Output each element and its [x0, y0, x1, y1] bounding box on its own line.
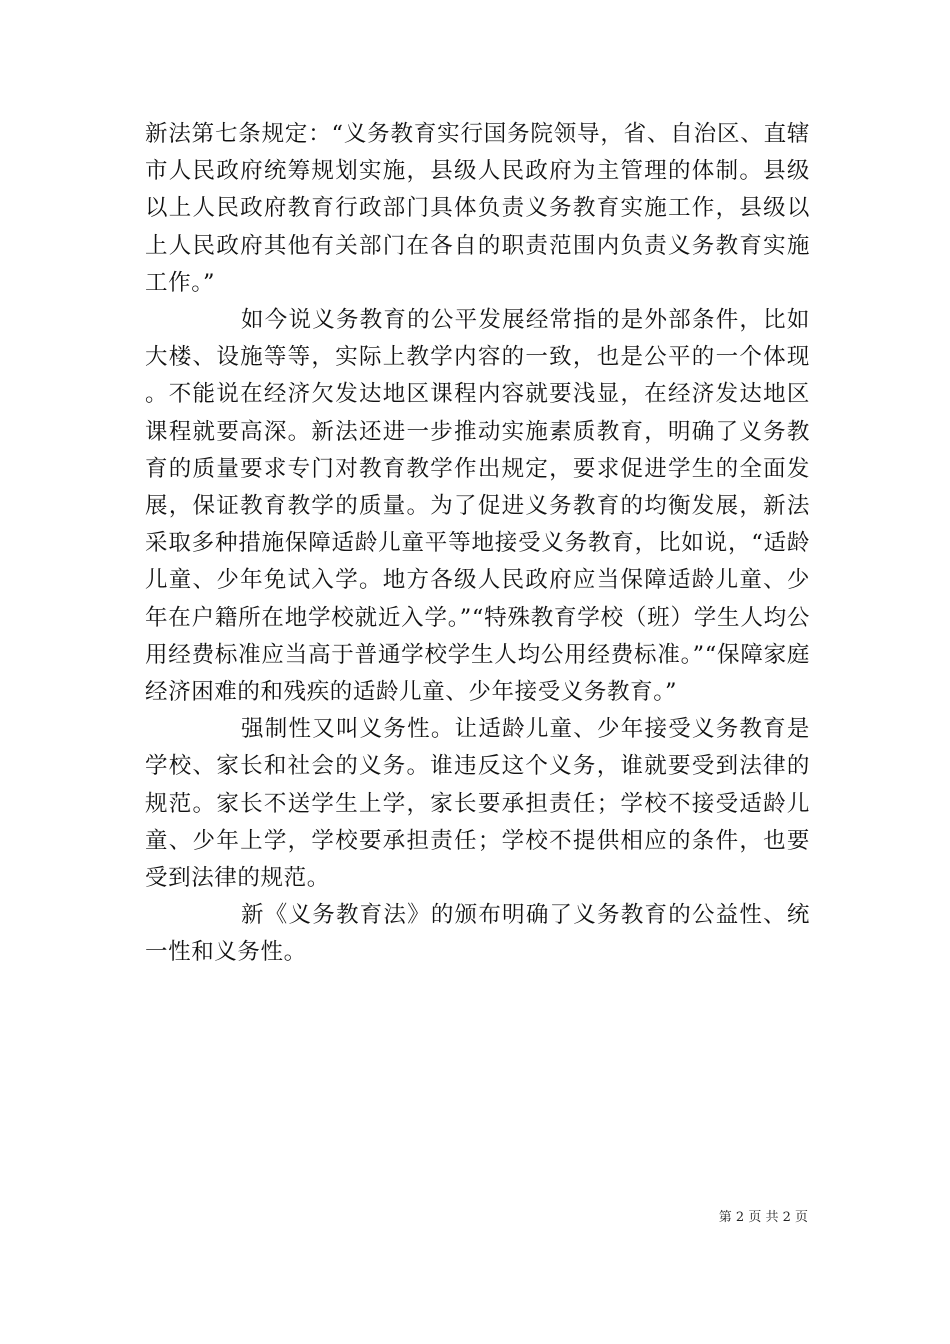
page-number-footer: 第 2 页 共 2 页 [718, 1210, 808, 1225]
document-body [145, 116, 810, 972]
paragraph-fairness: 如今说义务教育的公平发展经常指的是外部条件，比如大楼、设施等等，实际上教学内容的一致，也是公平的一个体现。不能说在经济欠发达地区课程内容就要浅显，在经济发达地区课程就要高深。新法还进一步推动实施素质教育，明确了义务教育的质量要求专门对教育教学作出规定，要求促进学生的全面发展，保证教育教学的质量。为了促进义务教育的均衡发展，新法采取多种措施保障适龄儿童平等地接受义务教育，比如说，“适龄儿童、少年免试入学。地方各级人民政府应当保障适龄儿童、少年在户籍所在地学校就近入学。”“特殊教育学校（班）学生人均公用经费标准应当高于普通学校学生人均公用经费标准。”“保障家庭经济困难的和残疾的适龄儿童、少年接受义务教育。” [145, 307, 810, 706]
paragraph-conclusion: 新《义务教育法》的颁布明确了义务教育的公益性、统一性和义务性。 [145, 902, 810, 966]
paragraph-article-seven: 新法第七条规定：“义务教育实行国务院领导，省、自治区、直辖市人民政府统筹规划实施，县级人民政府为主管理的体制。县级以上人民政府教育行政部门具体负责义务教育实施工作，县级以上人民政府其他有关部门在各自的职责范围内负责义务教育实施工作。” [145, 121, 810, 296]
paragraph-compulsory: 强制性又叫义务性。让适龄儿童、少年接受义务教育是学校、家长和社会的义务。谁违反这个义务，谁就要受到法律的规范。家长不送学生上学，家长要承担责任；学校不接受适龄儿童、少年上学，学校要承担责任；学校不提供相应的条件，也要受到法律的规范。 [145, 716, 810, 892]
